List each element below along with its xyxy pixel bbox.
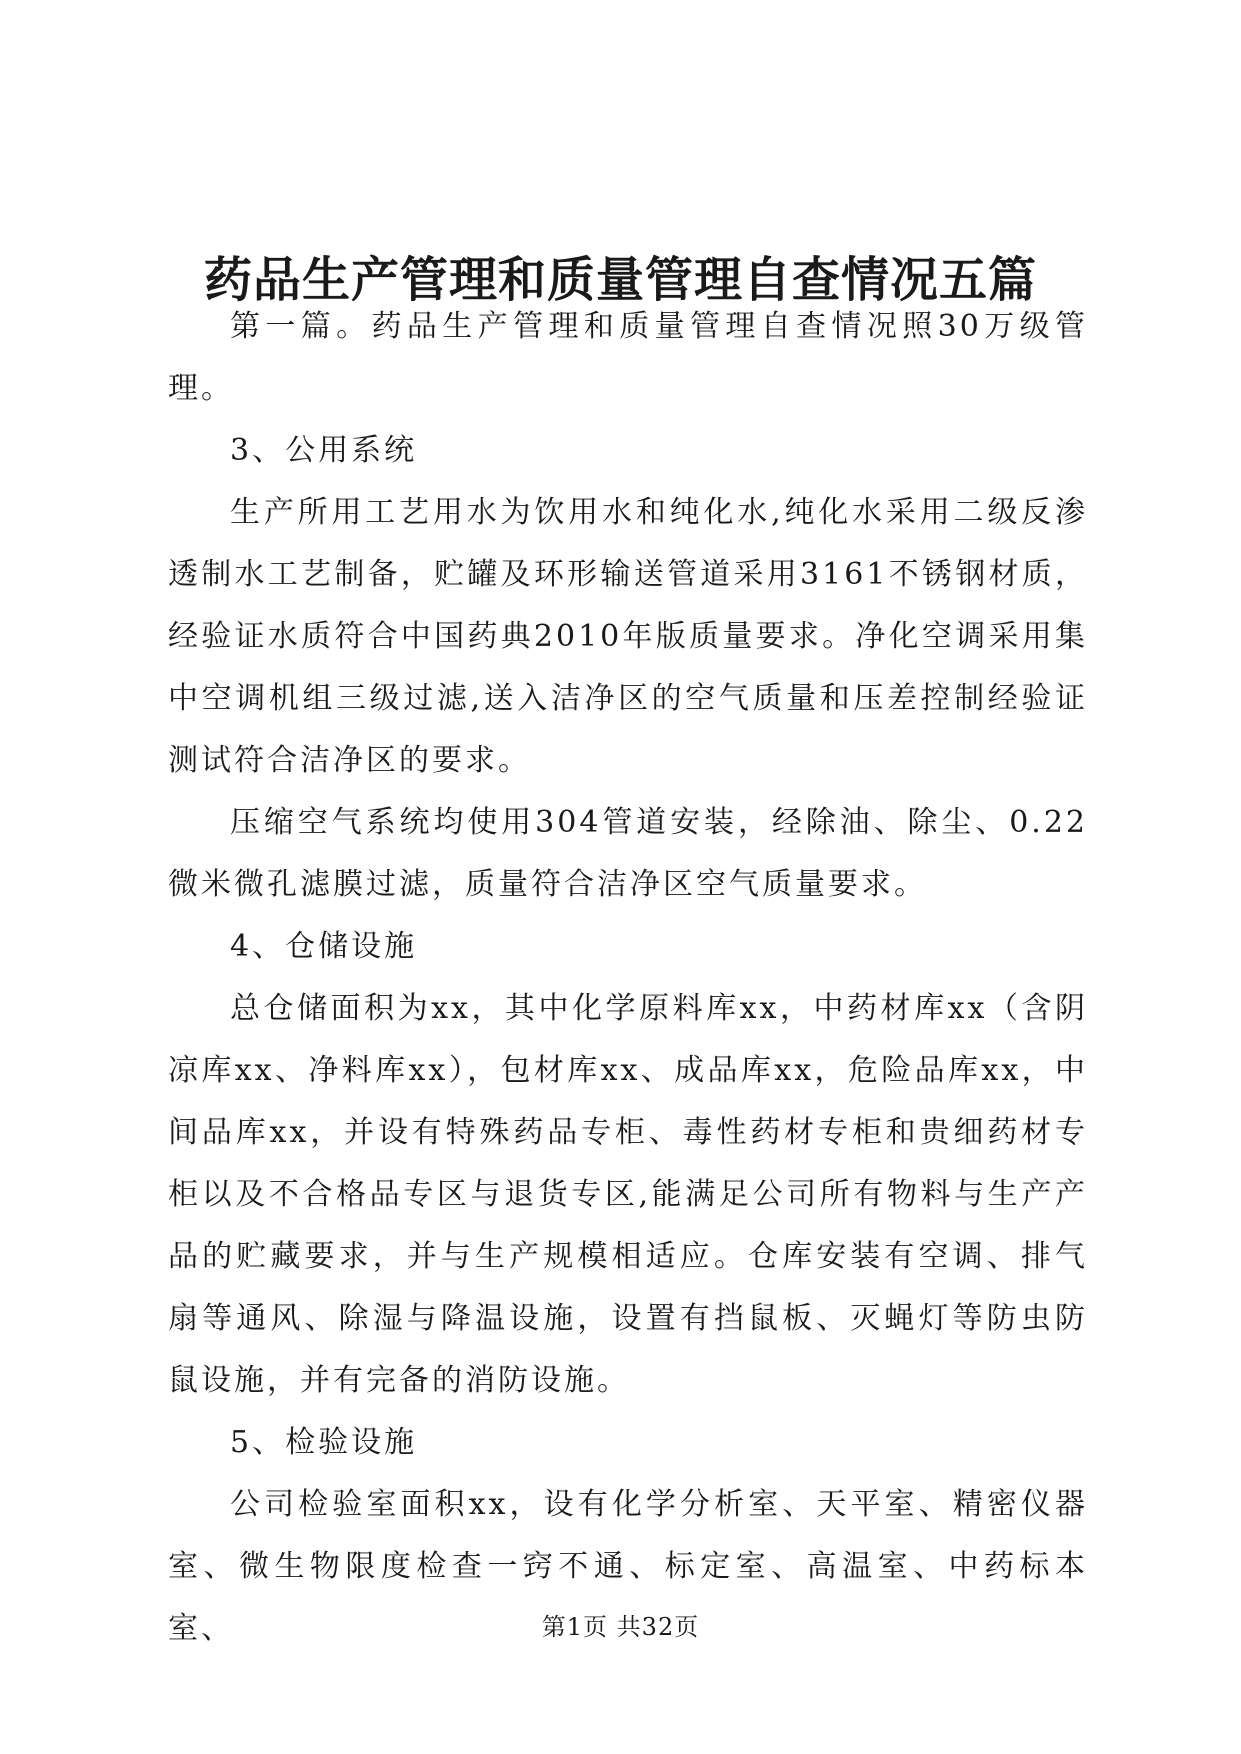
document-body xyxy=(168,296,1088,1660)
paragraph-compressed-air: 压缩空气系统均使用304管道安装，经除油、除尘、0.22微米微孔滤膜过滤，质量符合洁净区空气质量要求。 xyxy=(168,805,1088,902)
paragraph-intro: 第一篇。药品生产管理和质量管理自查情况照30万级管理。 xyxy=(168,309,1088,406)
page-number-footer: 第1页 共32页 xyxy=(541,1613,700,1641)
paragraph-water-and-air: 生产所用工艺用水为饮用水和纯化水,纯化水采用二级反渗透制水工艺制备，贮罐及环形输送管道采用3161不锈钢材质，经验证水质符合中国药典2010年版质量要求。净化空调采用集中空调机组三级过滤,送入洁净区的空气质量和压差控制经验证测试符合洁净区的要求。 xyxy=(168,495,1088,778)
paragraph-storage: 总仓储面积为xx，其中化学原料库xx，中药材库xx（含阴凉库xx、净料库xx），包材库xx、成品库xx，危险品库xx，中间品库xx，并设有特殊药品专柜、毒性药材专柜和贵细药材专柜以及不合格品专区与退货专区,能满足公司所有物料与生产产品的贮藏要求，并与生产规模相适应。仓库安装有空调、排气扇等通风、除湿与降温设施，设置有挡鼠板、灭蝇灯等防虫防鼠设施，并有完备的消防设施。 xyxy=(168,991,1088,1398)
document-title: 药品生产管理和质量管理自查情况五篇 xyxy=(203,252,1037,309)
section-heading-storage: 4、仓储设施 xyxy=(230,929,418,964)
paragraph-inspection: 公司检验室面积xx，设有化学分析室、天平室、精密仪器室、微生物限度检查一窍不通、标定室、高温室、中药标本室、 xyxy=(168,1487,1088,1646)
section-heading-public-systems: 3、公用系统 xyxy=(230,433,418,468)
section-heading-inspection: 5、检验设施 xyxy=(230,1425,418,1460)
